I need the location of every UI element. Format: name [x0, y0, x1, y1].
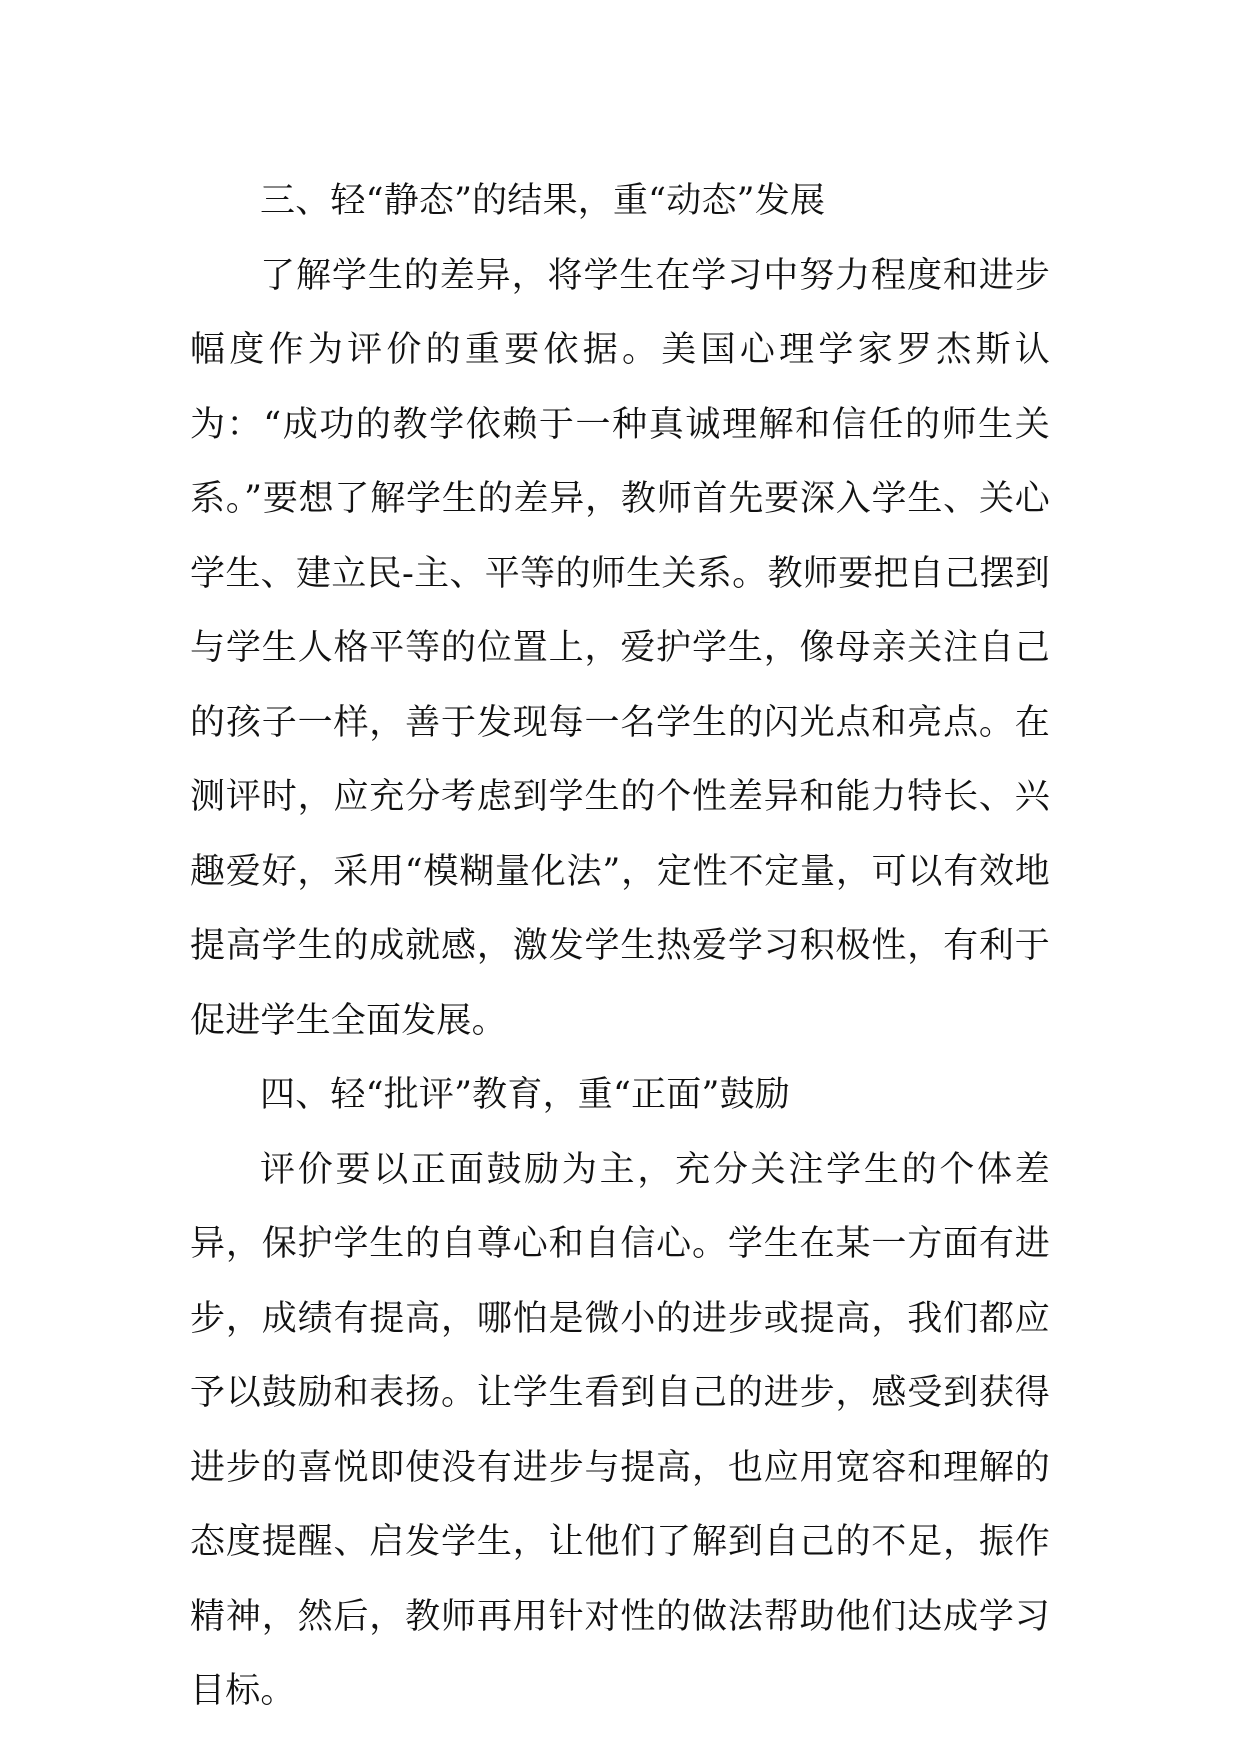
- document-body: [190, 164, 1050, 1729]
- section-3-heading: 三、轻“静态”的结果，重“动态”发展: [260, 181, 826, 221]
- section-3-paragraph: 了解学生的差异，将学生在学习中努力程度和进步幅度作为评价的重要依据。美国心理学家罗杰斯认为：“成功的教学依赖于一种真诚理解和信任的师生关系。”要想了解学生的差异，教师首先要深入学生、关心学生、建立民-主、平等的师生关系。教师要把自己摆到与学生人格平等的位置上，爱护学生，像母亲关注自己的孩子一样，善于发现每一名学生的闪光点和亮点。在测评时，应充分考虑到学生的个性差异和能力特长、兴趣爱好，采用“模糊量化法”，定性不定量，可以有效地提高学生的成就感，激发学生热爱学习积极性，有利于促进学生全面发展。: [190, 255, 1050, 1041]
- section-4-paragraph: 评价要以正面鼓励为主，充分关注学生的个体差异，保护学生的自尊心和自信心。学生在某一方面有进步，成绩有提高，哪怕是微小的进步或提高，我们都应予以鼓励和表扬。让学生看到自己的进步，感受到获得进步的喜悦即使没有进步与提高，也应用宽容和理解的态度提醒、启发学生，让他们了解到自己的不足，振作精神，然后，教师再用针对性的做法帮助他们达成学习目标。: [190, 1149, 1050, 1711]
- section-4-heading: 四、轻“批评”教育，重“正面”鼓励: [260, 1075, 790, 1115]
